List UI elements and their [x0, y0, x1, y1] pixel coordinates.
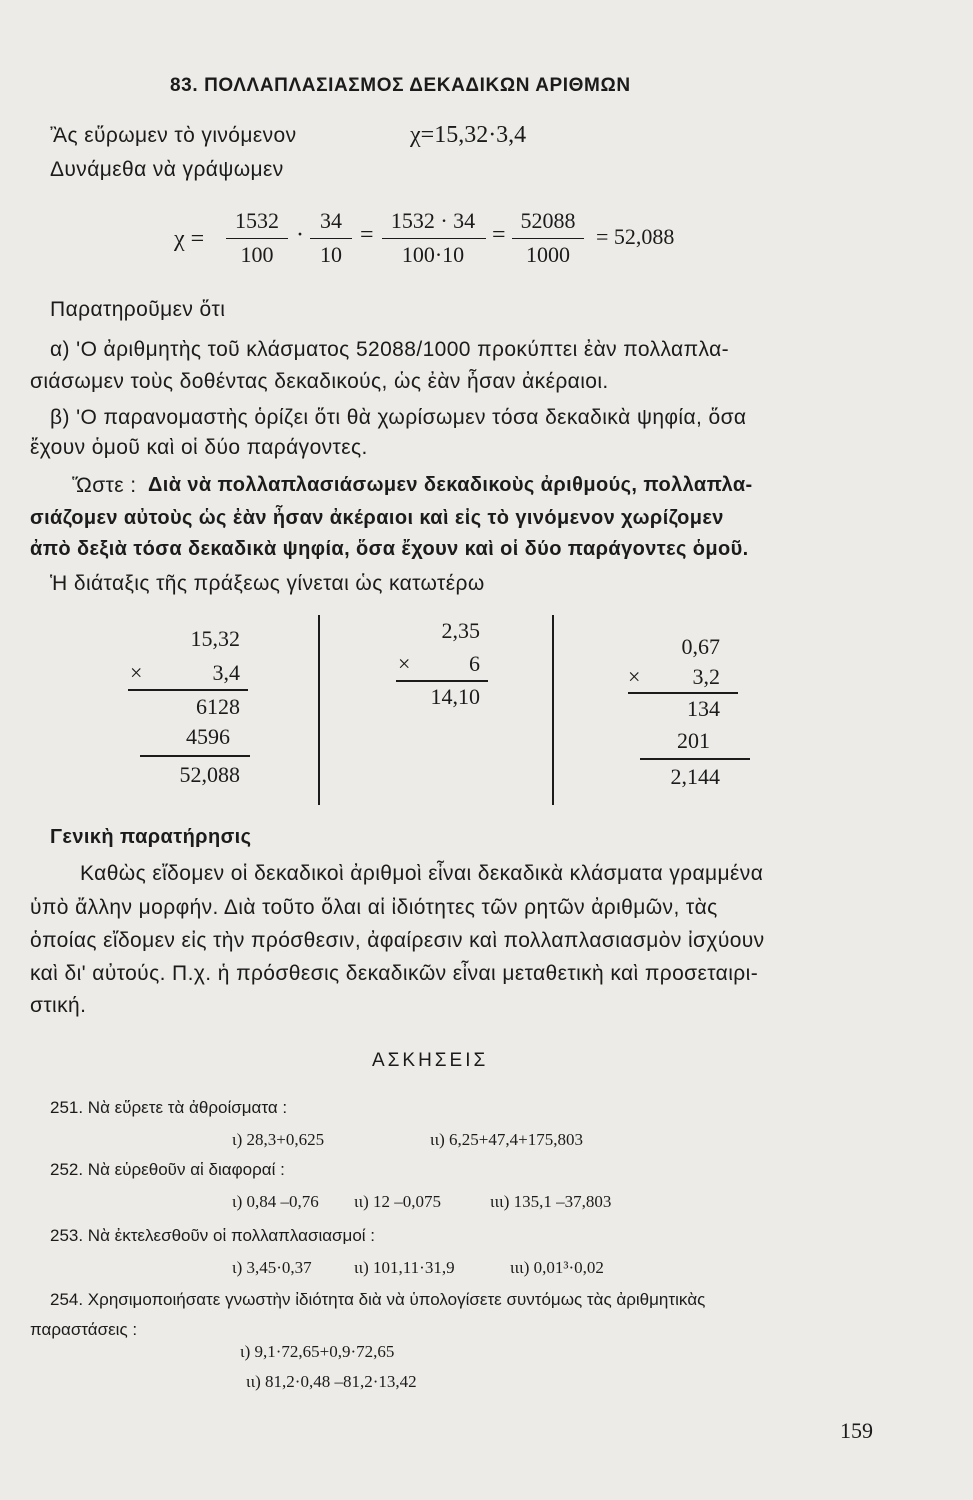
fraction-1-numerator: 1532	[235, 208, 279, 233]
equals-2: =	[492, 222, 506, 248]
exercise-253-ii: ιι) 101,11·31,9	[354, 1258, 455, 1277]
exercise-252-label: 252. Νὰ εὑρεθοῦν αἱ διαφοραί :	[50, 1160, 285, 1179]
rule-line-1: Διὰ νὰ πολλαπλασιάσωμεν δεκαδικοὺς ἀριθμούς, πολλαπλα-	[148, 474, 753, 496]
exercise-252-ii: ιι) 12 –0,075	[354, 1192, 442, 1211]
general-note-line-3: ὁποίας εἴδομεν εἰς τὴν πρόσθεσιν, ἀφαίρεσιν καὶ πολλαπλασιασμὸν ἰσχύουν	[30, 929, 765, 952]
mult-2-factor-1: 2,35	[441, 618, 480, 643]
exercise-253-label: 253. Νὰ ἐκτελεσθοῦν οἱ πολλαπλασιασμοί :	[50, 1226, 376, 1245]
arrangement-line: Ἡ διάταξις τῆς πράξεως γίνεται ὡς κατωτέρω	[50, 572, 485, 595]
general-note-line-2: ὑπὸ ἄλλην μορφήν. Διὰ τοῦτο ὅλαι αἱ ἰδιότητες τῶν ρητῶν ἀριθμῶν, τὰς	[30, 896, 718, 919]
fraction-3-bar	[382, 238, 486, 239]
section-title: 83. ΠΟΛΛΑΠΛΑΣΙΑΣΜΟΣ ΔΕΚΑΔΙΚΩΝ ΑΡΙΘΜΩΝ	[170, 75, 631, 96]
exercise-254-label-continued: παραστάσεις :	[30, 1320, 138, 1339]
page-number: 159	[840, 1418, 873, 1443]
rule-line-2: σιάζομεν αὐτοὺς ὡς ἐὰν ἦσαν ἀκέραιοι καὶ εἰς τὸ γινόμενον χωρίζομεν	[30, 507, 724, 529]
mult-2-product: 14,10	[430, 684, 480, 709]
exercises-heading: ΑΣΚΗΣΕΙΣ	[372, 1050, 489, 1071]
mult-2-sign: ×	[398, 651, 411, 676]
exercise-251-ii: ιι) 6,25+47,4+175,803	[430, 1130, 583, 1149]
equation-dot: ·	[296, 222, 304, 248]
mult-1-partial-1: 6128	[196, 694, 240, 719]
general-note-line-5: στική.	[30, 994, 87, 1017]
general-note-heading: Γενικὴ παρατήρησις	[50, 826, 252, 848]
exercise-254-ii: ιι) 81,2·0,48 –81,2·13,42	[246, 1372, 417, 1391]
intro-line-1: Ἂς εὕρωμεν τὸ γινόμενον	[50, 124, 297, 147]
fraction-2-numerator: 34	[320, 208, 342, 233]
mult-2-rule-1	[396, 680, 488, 682]
column-divider-1	[318, 615, 320, 805]
exercise-251-label: 251. Νὰ εὕρετε τὰ ἀθροίσματα :	[50, 1098, 288, 1117]
fraction-3-denominator: 100·10	[401, 242, 465, 267]
exercise-254-label: 254. Χρησιμοποιήσατε γνωστὴν ἰδιότητα διὰ νὰ ὑπολογίσετε συντόμως τὰς ἀριθμητικὰς	[50, 1290, 706, 1309]
exercise-251-i: ι) 28,3+0,625	[232, 1130, 325, 1149]
observation-b-line-1: β) 'Ο παρανομαστὴς ὁρίζει ὅτι θὰ χωρίσωμεν τόσα δεκαδικὰ ψηφία, ὅσα	[50, 406, 747, 429]
mult-3-partial-1: 134	[687, 696, 720, 721]
fraction-1-denominator: 100	[240, 242, 274, 267]
column-divider-2	[552, 615, 554, 805]
mult-3-factor-1: 0,67	[681, 634, 720, 659]
exercise-254-i: ι) 9,1·72,65+0,9·72,65	[240, 1342, 395, 1361]
fraction-2-bar	[310, 238, 352, 239]
mult-1-factor-1: 15,32	[190, 626, 240, 651]
fraction-3-numerator: 1532 · 34	[390, 208, 476, 233]
mult-1-rule-2	[140, 755, 250, 757]
observation-a-line-1: α) 'Ο ἀριθμητὴς τοῦ κλάσματος 52088/1000 προκύπτει ἐὰν πολλαπλα-	[50, 338, 729, 361]
mult-3-sign: ×	[628, 664, 641, 689]
equation-result: = 52,088	[596, 224, 675, 249]
intro-line-2: Δυνάμεθα νὰ γράψωμεν	[50, 158, 284, 181]
mult-2-factor-2: 6	[469, 651, 480, 676]
rule-line-3: ἀπὸ δεξιὰ τόσα δεκαδικὰ ψηφία, ὅσα ἔχουν καὶ οἱ δύο παράγοντες ὁμοῦ.	[30, 538, 749, 560]
mult-1-partial-2: 4596	[186, 724, 230, 749]
exercise-252-i: ι) 0,84 –0,76	[232, 1192, 319, 1211]
fraction-2-denominator: 10	[320, 242, 342, 267]
mult-3-partial-2: 201	[677, 728, 710, 753]
observations-heading: Παρατηροῦμεν ὅτι	[50, 298, 226, 321]
mult-3-factor-2: 3,2	[692, 664, 720, 689]
exercise-253-iii: ιιι) 0,01³·0,02	[510, 1258, 604, 1277]
fraction-1-bar	[226, 238, 288, 239]
equals-1: =	[360, 222, 374, 248]
rule-prefix: Ὥστε :	[72, 474, 137, 497]
mult-1-product: 52,088	[179, 762, 240, 787]
mult-3-rule-2	[640, 758, 750, 760]
fraction-4-bar	[512, 238, 584, 239]
mult-1-rule-1	[128, 689, 248, 691]
general-note-line-4: καὶ δι' αὐτούς. Π.χ. ἡ πρόσθεσις δεκαδικῶν εἶναι μεταθετικὴ καὶ προσεταιρι-	[30, 962, 759, 985]
mult-3-product: 2,144	[670, 764, 720, 789]
equation-lhs: χ =	[174, 226, 205, 252]
mult-3-rule-1	[628, 692, 738, 694]
observation-b-line-2: ἔχουν ὁμοῦ καὶ οἱ δύο παράγοντες.	[30, 436, 368, 459]
general-note-line-1: Καθὼς εἴδομεν οἱ δεκαδικοὶ ἀριθμοὶ εἶναι δεκαδικὰ κλάσματα γραμμένα	[80, 862, 764, 885]
fraction-4-numerator: 52088	[520, 208, 576, 233]
mult-1-factor-2: 3,4	[212, 660, 240, 685]
observation-a-line-2: σιάσωμεν τοὺς δοθέντας δεκαδικούς, ὡς ἐὰν ἦσαν ἀκέραιοι.	[30, 370, 609, 393]
exercise-253-i: ι) 3,45·0,37	[232, 1258, 312, 1277]
exercise-252-iii: ιιι) 135,1 –37,803	[490, 1192, 612, 1211]
mult-1-sign: ×	[130, 660, 143, 685]
fraction-4-denominator: 1000	[526, 242, 570, 267]
intro-formula: χ=15,32·3,4	[410, 122, 527, 148]
